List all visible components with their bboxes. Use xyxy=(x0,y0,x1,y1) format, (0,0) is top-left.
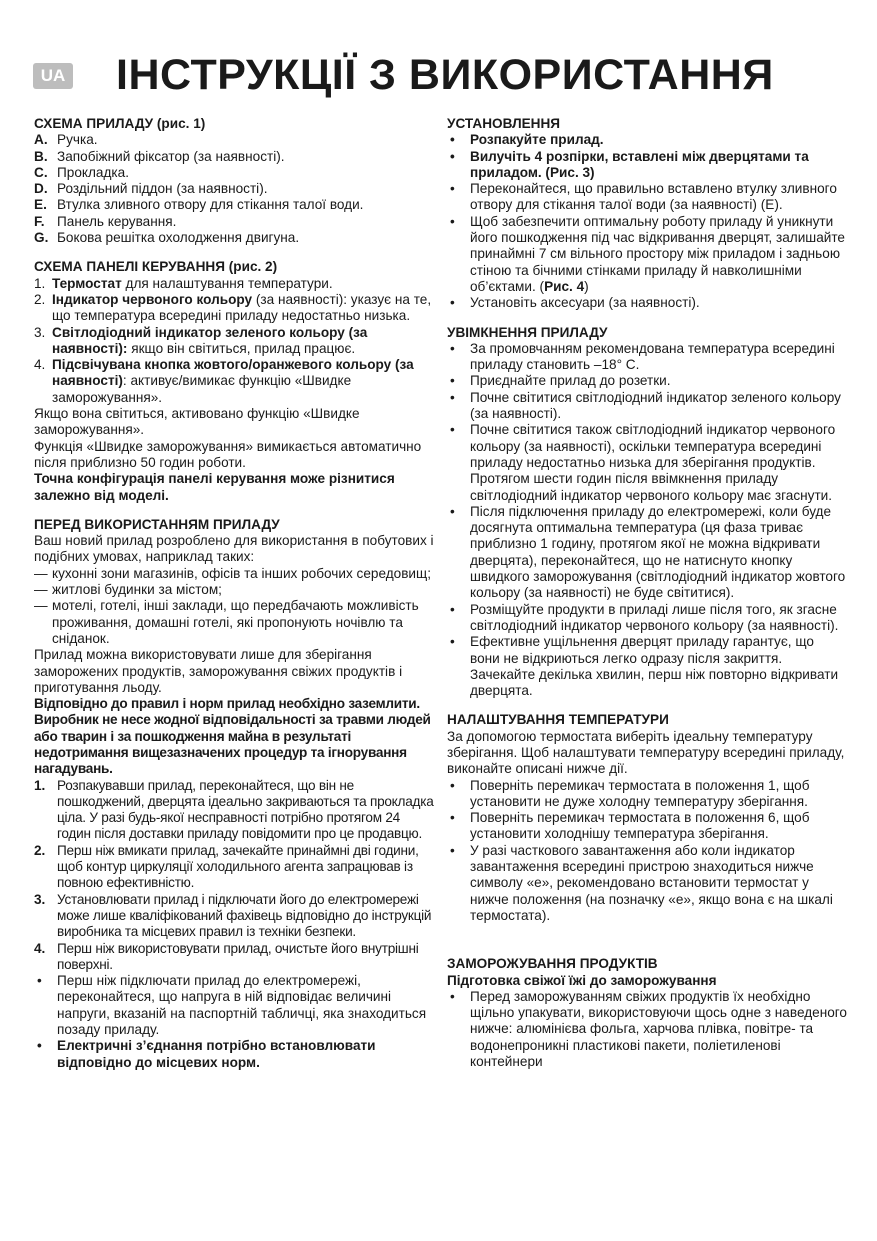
scheme-item: A. Ручка. xyxy=(34,132,98,148)
freezing-heading: ЗАМОРОЖУВАННЯ ПРОДУКТІВ xyxy=(447,956,658,972)
scheme-item: G. Бокова решітка охолодження двигуна. xyxy=(34,230,300,246)
numbered-step: 2. Перш ніж вмикати прилад, зачекайте принаймні дві години, щоб контур циркуляції холодильного агента запрацював із повною ефективністю. xyxy=(34,842,419,891)
install-item: • Щоб забезпечити оптимальну роботу приладу й уникнути його пошкодження під час відкривання дверцят, залишайте принаймні 7 см вільного простору між приладом і задньою стіною та бічними стінками приладу й навколишніми об’єктами. (Рис. 4) xyxy=(450,213,845,294)
panel-item-fast-freeze-button: 4. Підсвічувана кнопка жовтого/оранжевого кольору (за наявності): активує/вимикає функцію «Швидке заморожування». xyxy=(34,357,414,405)
freezing-item: • Перед заморожуванням свіжих продуктів їх необхідно щільно упакувати, використовуючи щось одне з наведеного нижче: алюмінієва фольга, харчова плівка, повітре- та водонепроникні пластикові пакети, поліетиленові контейнери xyxy=(450,988,847,1070)
temperature-item: • Поверніть перемикач термостата в положення 1, щоб установити не дуже холодну температуру зберігання. xyxy=(450,777,810,809)
install-item: • Установіть аксесуари (за наявності). xyxy=(450,295,700,311)
power-on-heading: УВІМКНЕННЯ ПРИЛАДУ xyxy=(447,324,608,340)
numbered-step: 1. Розпакувавши прилад, переконайтеся, що він не пошкоджений, дверцята ідеально закриваються та прокладка ціла. У разі будь-якої несправності потрібно протягом 24 годин після доставки приладу повідомити про це продавцю. xyxy=(34,777,434,842)
temperature-intro: За допомогою термостата виберіть ідеальну температуру зберігання. Щоб налаштувати температуру всередині приладу, виконайте описані нижче дії. xyxy=(447,728,845,777)
numbered-step: 4. Перш ніж використовувати прилад, очистьте його внутрішні поверхні. xyxy=(34,940,419,972)
install-item: • Розпакуйте прилад. xyxy=(450,132,604,148)
temperature-heading: НАЛАШТУВАННЯ ТЕМПЕРАТУРИ xyxy=(447,712,669,728)
panel-item-red-indicator: 2. Індикатор червоного кольору (за наявності): указує на те, що температура всередині приладу недостатньо низька. xyxy=(34,291,432,324)
right-column xyxy=(447,116,847,1070)
power-on-item: • Приєднайте прилад до розетки. xyxy=(450,373,671,389)
scheme-heading: СХЕМА ПРИЛАДУ (рис. 1) xyxy=(34,116,206,131)
install-item: • Вилучіть 4 розпірки, вставлені між дверцятами та приладом. (Рис. 3) xyxy=(450,148,809,180)
scheme-list xyxy=(34,132,434,246)
before-use-heading: ПЕРЕД ВИКОРИСТАННЯМ ПРИЛАДУ xyxy=(34,516,280,532)
before-use-intro: Ваш новий прилад розроблено для використання в побутових і подібних умовах, наприклад таких: xyxy=(34,533,434,565)
temperature-item: • Поверніть перемикач термостата в положення 6, щоб установити холоднішу температура зберігання. xyxy=(450,810,810,842)
power-on-item: • Ефективне ущільнення дверцят приладу гарантує, що вони не відкриються легко одразу після закриття. Зачекайте декілька хвилин, перш ніж повторно відкривати дверцята. xyxy=(450,634,839,699)
panel-item-thermostat: 1. Термостат для налаштування температури. xyxy=(34,275,333,291)
left-column xyxy=(34,116,434,1071)
panel-note: Функція «Швидке заморожування» вимикається автоматично після приблизно 50 годин роботи. xyxy=(34,438,422,470)
bullet-item-bold: • Електричні з’єднання потрібно встановлювати відповідно до місцевих норм. xyxy=(37,1038,376,1070)
panel-config-note: Точна конфігурація панелі керування може різнитися залежно від моделі. xyxy=(34,471,395,503)
scheme-item: B. Запобіжний фіксатор (за наявності). xyxy=(34,148,285,164)
panel-item-green-indicator: 3. Світлодіодний індикатор зеленого кольору (за наявності): якщо він світиться, прилад працює. xyxy=(34,324,368,356)
usage-environment-item: — мотелі, готелі, інші заклади, що передбачають можливість проживання, домашні готелі, які пропонують ночівлю та сніданок. xyxy=(34,598,419,646)
power-on-item: • За промовчанням рекомендована температура всередині приладу становить –18° C. xyxy=(450,340,835,373)
power-on-item: • Почне світитися також світлодіодний індикатор червоного кольору (за наявності), оскільки температура всередині приладу недостатньо низька для зберігання продуктів. Протягом шести годин після ввімкнення приладу світлодіодний індикатор червоного кольору має згаснути. xyxy=(450,422,836,503)
grounding-warning: Відповідно до правил і норм прилад необхідно заземлити. Виробник не несе жодної відповідальності за травми людей або тварин і за пошкодження майна в результаті недотримання вищезазначених процедур та ігнорування нагадувань. xyxy=(34,696,431,777)
language-badge: UA xyxy=(33,63,73,89)
usage-environment-item: — житлові будинки за містом; xyxy=(34,582,222,598)
panel-note: Якщо вона світиться, активовано функцію «Швидке заморожування». xyxy=(34,406,360,438)
power-on-item: • Після підключення приладу до електромережі, коли буде досягнута оптимальна температура (ця фаза триває приблизно 1 годину, протягом якої не можна відкривати дверцята), переконайтеся, що не натиснуто кнопку швидкого заморожування (світлодіодний індикатор жовтого кольору (за наявності) не буде світитися). xyxy=(450,503,846,601)
scheme-item: D. Роздільний піддон (за наявності). xyxy=(34,181,268,197)
scheme-item: F. Панель керування. xyxy=(34,213,177,229)
panel-heading: СХЕМА ПАНЕЛІ КЕРУВАННЯ (рис. 2) xyxy=(34,259,278,275)
power-on-item: • Почне світитися світлодіодний індикатор зеленого кольору (за наявності). xyxy=(450,389,841,422)
usage-purpose: Прилад можна використовувати лише для зберігання заморожених продуктів, заморожування свіжих продуктів і приготування льоду. xyxy=(34,647,403,695)
freezing-subheading: Підготовка свіжої їжі до заморожування xyxy=(447,972,717,988)
install-item: • Переконайтеся, що правильно вставлено втулку зливного отвору для стікання талої води (за наявності) (E). xyxy=(450,181,837,213)
scheme-item: E. Втулка зливного отвору для стікання талої води. xyxy=(34,197,364,213)
install-heading: УСТАНОВЛЕННЯ xyxy=(447,116,561,131)
page-title: ІНСТРУКЦІЇ З ВИКОРИСТАННЯ xyxy=(116,51,774,99)
numbered-step: 3. Установлювати прилад і підключати його до електромережі може лише кваліфікований фахівець відповідно до інструкцій виробника та місцевих правил із техніки безпеки. xyxy=(34,891,432,940)
scheme-item: C. Прокладка. xyxy=(34,164,129,180)
temperature-item: • У разі часткового завантаження або коли індикатор завантаження всередині пристрою знаходиться нижче символу «e», рекомендовано встановити термостат у нижче положення (на позначку «e», якщо вона є на шкалі термостата). xyxy=(450,842,833,923)
power-on-item: • Розміщуйте продукти в приладі лише після того, як згасне світлодіодний індикатор червоного кольору (за наявності). xyxy=(450,601,839,633)
bullet-item: • Перш ніж підключати прилад до електромережі, переконайтеся, що напруга в ній відповідає величині напруги, вказаній на паспортній табличці, яка знаходиться позаду приладу. xyxy=(37,973,427,1038)
usage-environment-item: — кухонні зони магазинів, офісів та інших робочих середовищ; xyxy=(34,565,431,581)
